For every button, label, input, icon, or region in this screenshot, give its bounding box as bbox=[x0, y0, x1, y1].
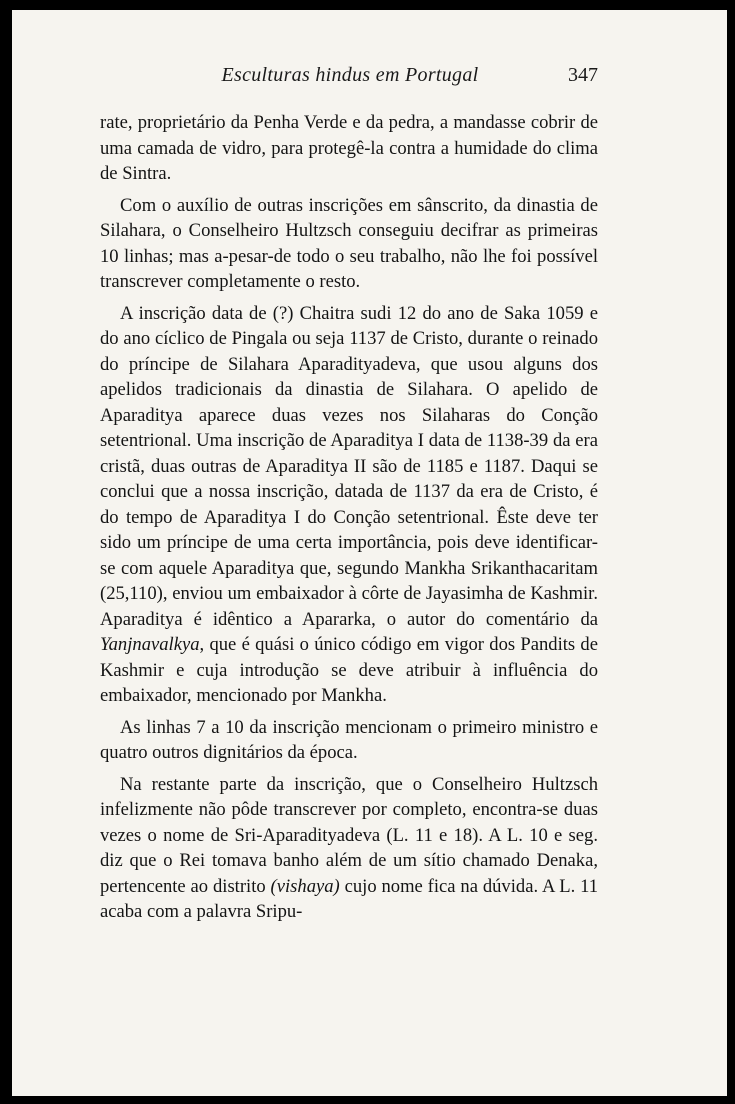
paragraph bbox=[100, 301, 598, 709]
text-segment: Na restante parte da inscrição, que o Conselheiro Hultzsch infelizmente não pôde transcrever por completo, encontra-se duas vezes o nome de Sri-Aparadityadeva (L. 11 e 18). A L. 10 e seg. diz que o Rei tomava banho além de um sítio chamado Denaka, pertencente ao distrito bbox=[100, 773, 598, 897]
page-number: 347 bbox=[568, 64, 598, 86]
text-segment: As linhas 7 a 10 da inscrição mencionam o primeiro ministro e quatro outros dignitários da época. bbox=[100, 716, 598, 763]
text-segment: cujo nome fica na dúvida. A L. 11 acaba com a palavra Sripu- bbox=[100, 875, 599, 922]
italic-term: (vishaya) bbox=[270, 875, 340, 897]
text-segment: Com o auxílio de outras inscrições em sânscrito, da dinastia de Silahara, o Conselheiro Hultzsch conseguiu decifrar as primeiras 10 linhas; mas a-pesar-de todo o seu trabalho, não lhe foi possível transcrever completamente o resto. bbox=[100, 194, 598, 292]
italic-title: Yanjnavalkya bbox=[100, 634, 200, 655]
paragraph bbox=[100, 772, 598, 925]
text-segment: rate, proprietário da Penha Verde e da pedra, a mandasse cobrir de uma camada de vidro, para protegê-la contra a humidade do clima de Sintra. bbox=[100, 112, 598, 184]
text-segment: , que é quási o único código em vigor dos Pandits de Kashmir e cuja introdução se deve atribuir à influência do embaixador, mencionado por Mankha. bbox=[100, 634, 598, 706]
body-text bbox=[100, 110, 598, 925]
paragraph bbox=[100, 193, 598, 295]
paragraph bbox=[100, 110, 598, 187]
text-segment: A inscrição data de (?) Chaitra sudi 12 do ano de Saka 1059 e do ano cíclico de Pingala ou seja 1137 de Cristo, durante o reinado do príncipe de Silahara Aparadityadeva, que usou alguns dos apelidos tradicionais da dinastia de Silahara. O apelido de Aparaditya aparece duas vezes nos Silaharas do Conção setentrional. Uma inscrição de Aparaditya I data de 1138-39 da era cristã, duas outras de Aparaditya II são de 1185 e 1187. Daqui se conclui que a nossa inscrição, datada de 1137 da era de Cristo, é do tempo de Aparaditya I do Conção setentrional. Êste deve ter sido um príncipe de uma certa importância, pois deve identificar-se com aquele Aparaditya que, segundo Mankha Srikanthacaritam (25,110), enviou um embaixador à côrte de Jayasimha de Kashmir. Aparaditya é idêntico a Apararka, o autor do comentário da bbox=[100, 302, 598, 630]
running-head bbox=[102, 64, 598, 94]
paragraph bbox=[100, 715, 598, 766]
running-title: Esculturas hindus em Portugal bbox=[221, 64, 479, 86]
book-page bbox=[12, 10, 727, 1096]
